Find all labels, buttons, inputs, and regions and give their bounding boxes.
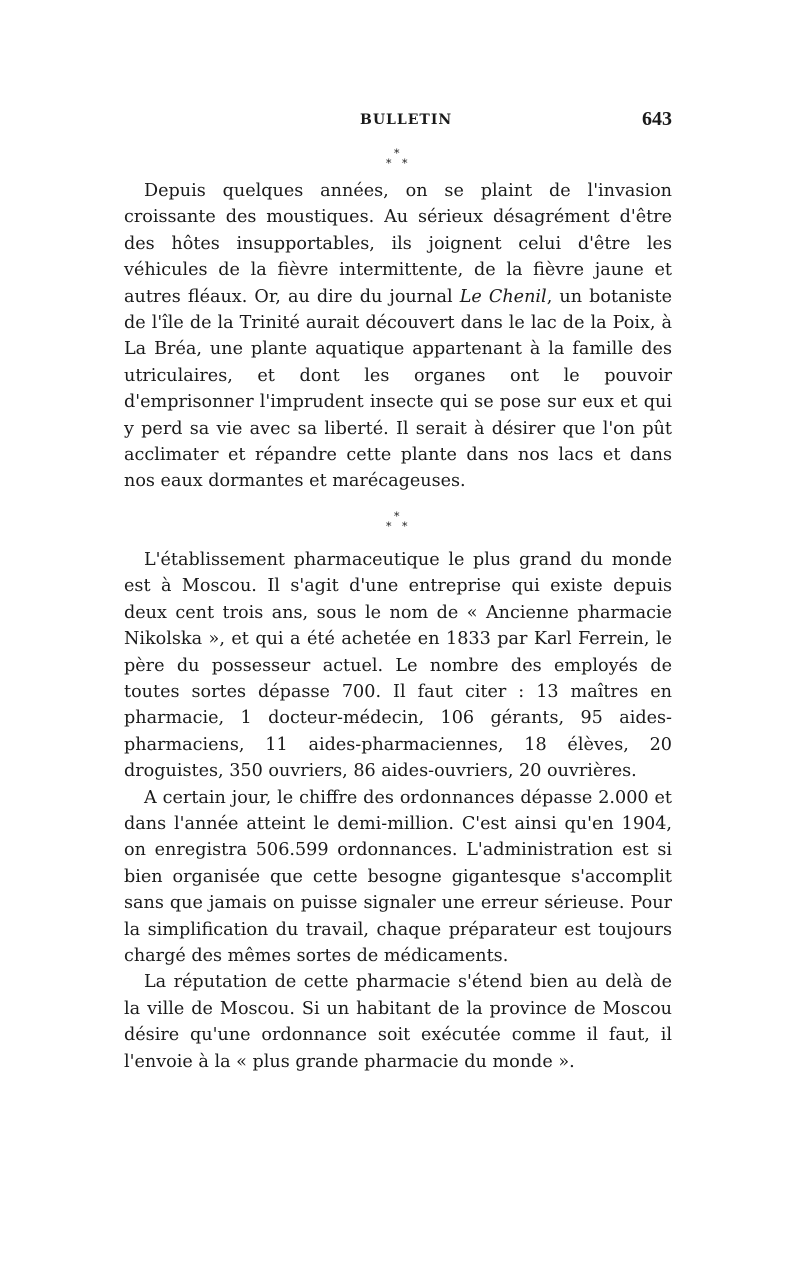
- asterism-star: *: [394, 147, 400, 160]
- journal-title: Le Chenil: [459, 286, 547, 307]
- paragraph-text: Depuis quelques années, on se plaint de l'invasion croissante des moustiques. Au sérieux désagrément d'être des hôtes insupportables, ils joignent celui d'être les véhicules de la fièvre intermittente, de la fièvre jaune et autres fléaux. Or, au dire du journal: [124, 181, 672, 307]
- page-number: 643: [642, 108, 672, 130]
- book-page: [124, 108, 672, 1075]
- asterism-divider: [378, 146, 418, 172]
- asterism-star: *: [386, 157, 392, 170]
- paragraph-mosquitoes: [124, 178, 672, 495]
- paragraph-pharmacy: L'établissement pharmaceutique le plus grand du monde est à Moscou. Il s'agit d'une entreprise qui existe depuis deux cent trois ans, sous le nom de « Ancienne pharmacie Nikolska », et qui a été achetée en 1833 par Karl Ferrein, le père du possesseur actuel. Le nombre des employés de toutes sortes dépasse 700. Il faut citer : 13 maîtres en pharmacie, 1 docteur-médecin, 106 gérants, 95 aides-pharmaciens, 11 aides-pharmaciennes, 18 élèves, 20 droguistes, 350 ouvriers, 86 aides-ouvriers, 20 ouvrières.: [124, 549, 672, 782]
- asterism-star: *: [394, 509, 400, 523]
- running-head: BULLETIN: [360, 112, 453, 128]
- page-header: [124, 108, 672, 142]
- asterism-star: *: [386, 519, 392, 533]
- asterism-star: *: [402, 519, 408, 533]
- paragraph-prescriptions: A certain jour, le chiffre des ordonnances dépasse 2.000 et dans l'année atteint le demi-million. C'est ainsi qu'en 1904, on enregistra 506.599 ordonnances. L'administration est si bien organisée que cette besogne gigantesque s'accomplit sans que jamais on puisse signaler une erreur sérieuse. Pour la simplification du travail, chaque préparateur est toujours chargé des mêmes sortes de médicaments.: [124, 787, 672, 966]
- asterism-star: *: [402, 157, 408, 170]
- paragraph-reputation: La réputation de cette pharmacie s'étend bien au delà de la ville de Moscou. Si un habitant de la province de Moscou désire qu'une ordonnance soit exécutée comme il faut, il l'envoie à la « plus grande pharmacie du monde ».: [124, 972, 672, 1072]
- paragraph-text: , un botaniste de l'île de la Trinité aurait découvert dans le lac de la Poix, à La Bréa, une plante aquatique appartenant à la famille des utriculaires, et dont les organes ont le pouvoir d'emprisonner l'imprudent insecte qui se pose sur eux et qui y perd sa vie avec sa liberté. Il serait à désirer que l'on pût acclimater et répandre cette plante dans nos lacs et dans nos eaux dormantes et marécageuses.: [124, 286, 673, 492]
- asterism-divider: [378, 509, 418, 535]
